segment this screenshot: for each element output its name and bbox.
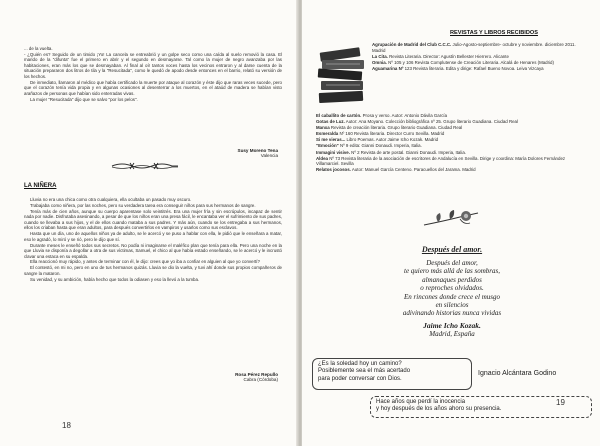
received-list-top <box>372 42 582 72</box>
entry-name: "Emoción" <box>316 143 339 149</box>
poem-line: adivinando historias nunca vividas <box>402 309 502 318</box>
story2-line: Durante meses le enseñó todos sus secretos. No podía ni imaginarse el maléfico plan que tenía para ella. Pero una noche en la que Lluvia se disponía a degollar a otra de sus víctimas, Samuel, el chico al que había estado enseñando, se le acercó y le incrustó clavar una estaca en su espalda. <box>24 242 282 259</box>
entry-text: Revista de creación literaria. Grupo literario Guadiana. Ciudad Real <box>329 125 463 131</box>
page-number-right: 19 <box>556 398 565 407</box>
entry-text: Revista Literaria. Director: Agustín Bellester Hierrero. Alicante <box>387 53 509 59</box>
story1-line: De inmediato, llamaron al médico que había certificado la muerte por ataque al corazón y éste dijo que raras veces sucede, pero que el corazón tenía vida propia y en algunas ocasiones al desenterrar a los muertos, en el ataúd de madera se habían visto arañazos de personas que habían sido enterradas vivas. <box>24 79 282 96</box>
flower-ornament-icon <box>420 207 482 231</box>
story2-line: Su venidad, y su ambición, había hecho que todos la odiasen y eso la llevó a la tumba. <box>30 276 200 282</box>
entry-text: 123 Revista literaria. Edita y dirige: Rafael Bueno Novoa. Leiva Vizcaya <box>403 65 544 71</box>
right-page <box>302 0 600 446</box>
entry-name: El caballito de cartón. <box>316 113 362 118</box>
entry-text: Julio-Agosto-septiembre- octubre y noviembre. diciembre 2011. Madrid <box>372 42 576 53</box>
story2-title: LA NIÑERA <box>24 183 57 189</box>
quote-line: y hoy después de los años ahoro su presencia. <box>376 406 502 413</box>
received-entry <box>316 156 584 167</box>
poem-place: Madrid, España <box>429 329 475 338</box>
entry-text: Autor: Ana Moyano. Colección bibliográfica nº 25. Grupo literario Guadiana. Ciudad Real <box>344 119 518 125</box>
poem-line: almanaques perdidos <box>422 275 482 284</box>
story2-line: Lluvia no era una chica como otra cualquiera, ella ocultaba un pasado muy oscuro. <box>30 197 192 202</box>
story1-line: - ¿Quién es? Seguido de un timido ¡Yo! La cancela se entreabrió y un golpe seco como una caída al suelo removió la casa. El marido de la "difunta" fue el primero en abrir y el segundo en desmayarse. Tal como la mujer de negro avanzaba por las habitaciones, eran más los que se desmayaban. Al final al oír tantos voces hasta los vecinos entraron y al darse cuenta de la situación prepararon dos litros de tila y la "Resucitada", como le quedó de apodo desde entonces en el barrio, relató su versión de los hechos. <box>24 51 282 79</box>
quote-line: Posiblemente sea el más acertado <box>318 368 411 375</box>
entry-name: Omnia. <box>372 59 387 65</box>
story2-line: Trabajaba como niñera, por las noches, pero su verdadera tarea era conseguir niños para sus hermanos de sangre. <box>30 202 256 208</box>
story1-line: La mujer "Resucitada" dijo que se salvo "por los pelos". <box>30 96 138 102</box>
story2-line: Ella reaccionó muy rápido, y antes de terminar con él, le dijo: crees que yo iba a confiar en alguien al que yo convertí? <box>30 259 260 265</box>
entry-name: Si me vieras... <box>316 137 346 143</box>
quote-line: para poder conversar con Dios. <box>318 375 402 382</box>
entry-name: Aldea <box>316 155 328 161</box>
entry-text: Prosa y verso. Autor: Antonio Dávila García <box>361 113 448 118</box>
story2-author: Rosa Pérez Repullo <box>235 372 278 377</box>
entry-name: Agrupación de Madrid del Club C.C.C. <box>372 42 452 47</box>
story1-author: Susy Moreno Tena <box>237 148 278 153</box>
received-entry <box>316 131 584 137</box>
story2-line: Tenía más de cien años, aunque su cuerpo aparentase solo veintitrés. Era una mujer fría y sin escrúpulos, incapaz de sentir nada por nadie. Disfrutaba asesinando, a pesar de que los niños eran una presa fácil, le encantaba ver el sufrimiento de sus padres, cuando se llevaba a sus hijos, y el de ellos cuando mataba a sus padres. Y más aún, cuando se los entregaba a sus hermanos, ellos los criaban hasta que eran adultos, para después convertirlos en vampiros y usarlos como sus esclavos. <box>24 208 282 231</box>
received-entry <box>316 150 584 156</box>
poem-author: Jaime Icho Kozak. <box>423 320 481 330</box>
received-entry <box>372 60 582 66</box>
poem-title: Después del amor. <box>421 245 483 254</box>
poem-line: En rincones donde crece el musgo <box>404 292 500 301</box>
quote-author: Ignacio Alcántara Godino <box>478 370 557 377</box>
poem-line: te quiero más allá de las sombras, <box>404 267 500 276</box>
quote-line: ¿Es la soledad hoy un camino? <box>318 361 402 367</box>
received-entry <box>316 119 584 125</box>
entry-text: Nº 160 Revista literaria. Director Curro Sevilla. Madrid <box>338 131 445 137</box>
story2-signature <box>180 372 278 382</box>
received-entry <box>316 125 584 131</box>
entry-name: Gotas de Luz. <box>316 119 345 125</box>
received-list-bottom <box>316 113 584 173</box>
book-stack-icon <box>316 46 368 110</box>
entry-name: Immagini visive. <box>316 149 350 155</box>
story2-text <box>24 197 282 283</box>
story1-place: Valencia <box>260 153 278 158</box>
entry-text: Nº 2 Revista de arte postal. Gianni Donaudi. Imperia, Italia. <box>349 149 466 155</box>
left-page <box>0 0 298 446</box>
quote-box <box>312 358 472 390</box>
story2-line: Hasta que un día, uno de aquellos niños ya de adulto, se le acercó y se puso a hablar con ella, le pidió que le enseñara a matar, eso le agradó, lo miró y se rió, pero le dijo que sí. <box>24 231 282 242</box>
poem <box>352 245 552 338</box>
story1-text <box>24 46 282 103</box>
story1-signature <box>180 148 278 158</box>
barbed-wire-ornament-icon <box>110 160 180 172</box>
quote-line: Hace años que perdí la inocencia <box>376 399 466 405</box>
received-entry <box>316 143 584 149</box>
received-entry <box>316 113 584 119</box>
entry-name: Relatos jocosos. <box>316 167 351 173</box>
entry-name: La Cita. <box>372 53 388 59</box>
entry-text: Nº 73 Revista literaria de la asociación de escritores de Andalucía en Sevilla. Dirige y coordina: María Dolores Fernández Villamarciel. Sevilla <box>316 155 566 167</box>
poem-line: en silencios <box>435 301 469 310</box>
entry-name: Aguamarina Nº <box>372 65 404 71</box>
entry-text: Nº 105 y 106 Revista Complutense de Creación Literaria. Alcalá de Henares (Madrid) <box>386 59 554 65</box>
received-entry <box>316 167 584 173</box>
received-entry <box>372 66 582 72</box>
received-entry <box>316 137 584 143</box>
page-number-left: 18 <box>62 421 71 430</box>
entry-name: Manxa <box>316 125 330 131</box>
received-entry <box>372 42 582 53</box>
entry-text: Libro Poemas. Autor Jaime Icho Kozak. Madrid <box>345 137 439 143</box>
entry-name: Esmeralda <box>316 131 339 137</box>
story2-place: Cabra (Córdoba) <box>243 377 278 382</box>
story1-line: ... de la vuelta. <box>24 46 53 51</box>
entry-text: Autor: Manuel García Centeno. Paracuellos del Jarama. Madrid <box>350 167 476 173</box>
entry-text: Nº 9 edita: Gianni Donaudi. Imperia, Italia. <box>338 143 422 149</box>
section-title: REVISTAS Y LIBROS RECIBIDOS <box>450 30 538 36</box>
poem-line: o reproches olvidados. <box>420 284 484 293</box>
poem-line: Después del amor, <box>426 259 478 267</box>
received-entry <box>372 54 582 60</box>
story2-line: El contestó, en mi no, pero en uno de tus hermanos quizás. Lluvia se dio la vuelta, y tuvi ahí donde sus propios compañeros de sangre la mataron. <box>24 265 282 276</box>
